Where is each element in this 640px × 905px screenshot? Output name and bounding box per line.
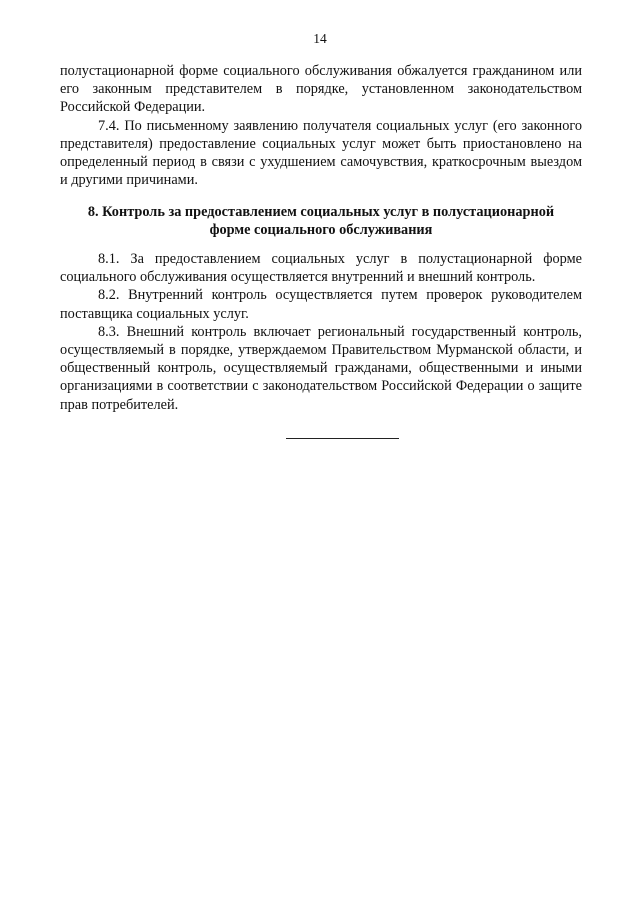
section-8-heading-line-1: 8. Контроль за предоставлением социальных услуг в полустационарной (87, 204, 555, 220)
clause-7-4: 7.4. По письменному заявлению получателя социальных услуг (его законного представителя) предоставление социальных услуг может быть приостановлено на определенный период в связи с ухудшением самочувствия, краткосрочным выездом и другими причинами. (60, 117, 582, 189)
section-8-heading-line-2: форме социального обслуживания (209, 222, 433, 238)
clause-8-2: 8.2. Внутренний контроль осуществляется путем проверок руководителем поставщика социальных услуг. (60, 287, 582, 322)
section-8-heading (60, 203, 582, 239)
clause-8-1: 8.1. За предоставлением социальных услуг в полустационарной форме социального обслуживания осуществляется внутренний и внешний контроль. (60, 251, 582, 286)
continuation-paragraph: полустационарной форме социального обслуживания обжалуется гражданином или его законным представителем в порядке, установленном законодательством Российской Федерации. (60, 63, 582, 116)
clause-8-3: 8.3. Внешний контроль включает региональный государственный контроль, осуществляемый в порядке, утверждаемом Правительством Мурманской области, и общественный контроль, осуществляемый гражданами, общественными и иными организациями в соответствии с законодательством Российской Федерации о защите прав потребителей. (60, 323, 582, 413)
section-7-continuation (60, 62, 582, 189)
page-number: 14 (313, 31, 327, 46)
section-8-body (60, 250, 582, 414)
closing-rule (286, 438, 399, 439)
